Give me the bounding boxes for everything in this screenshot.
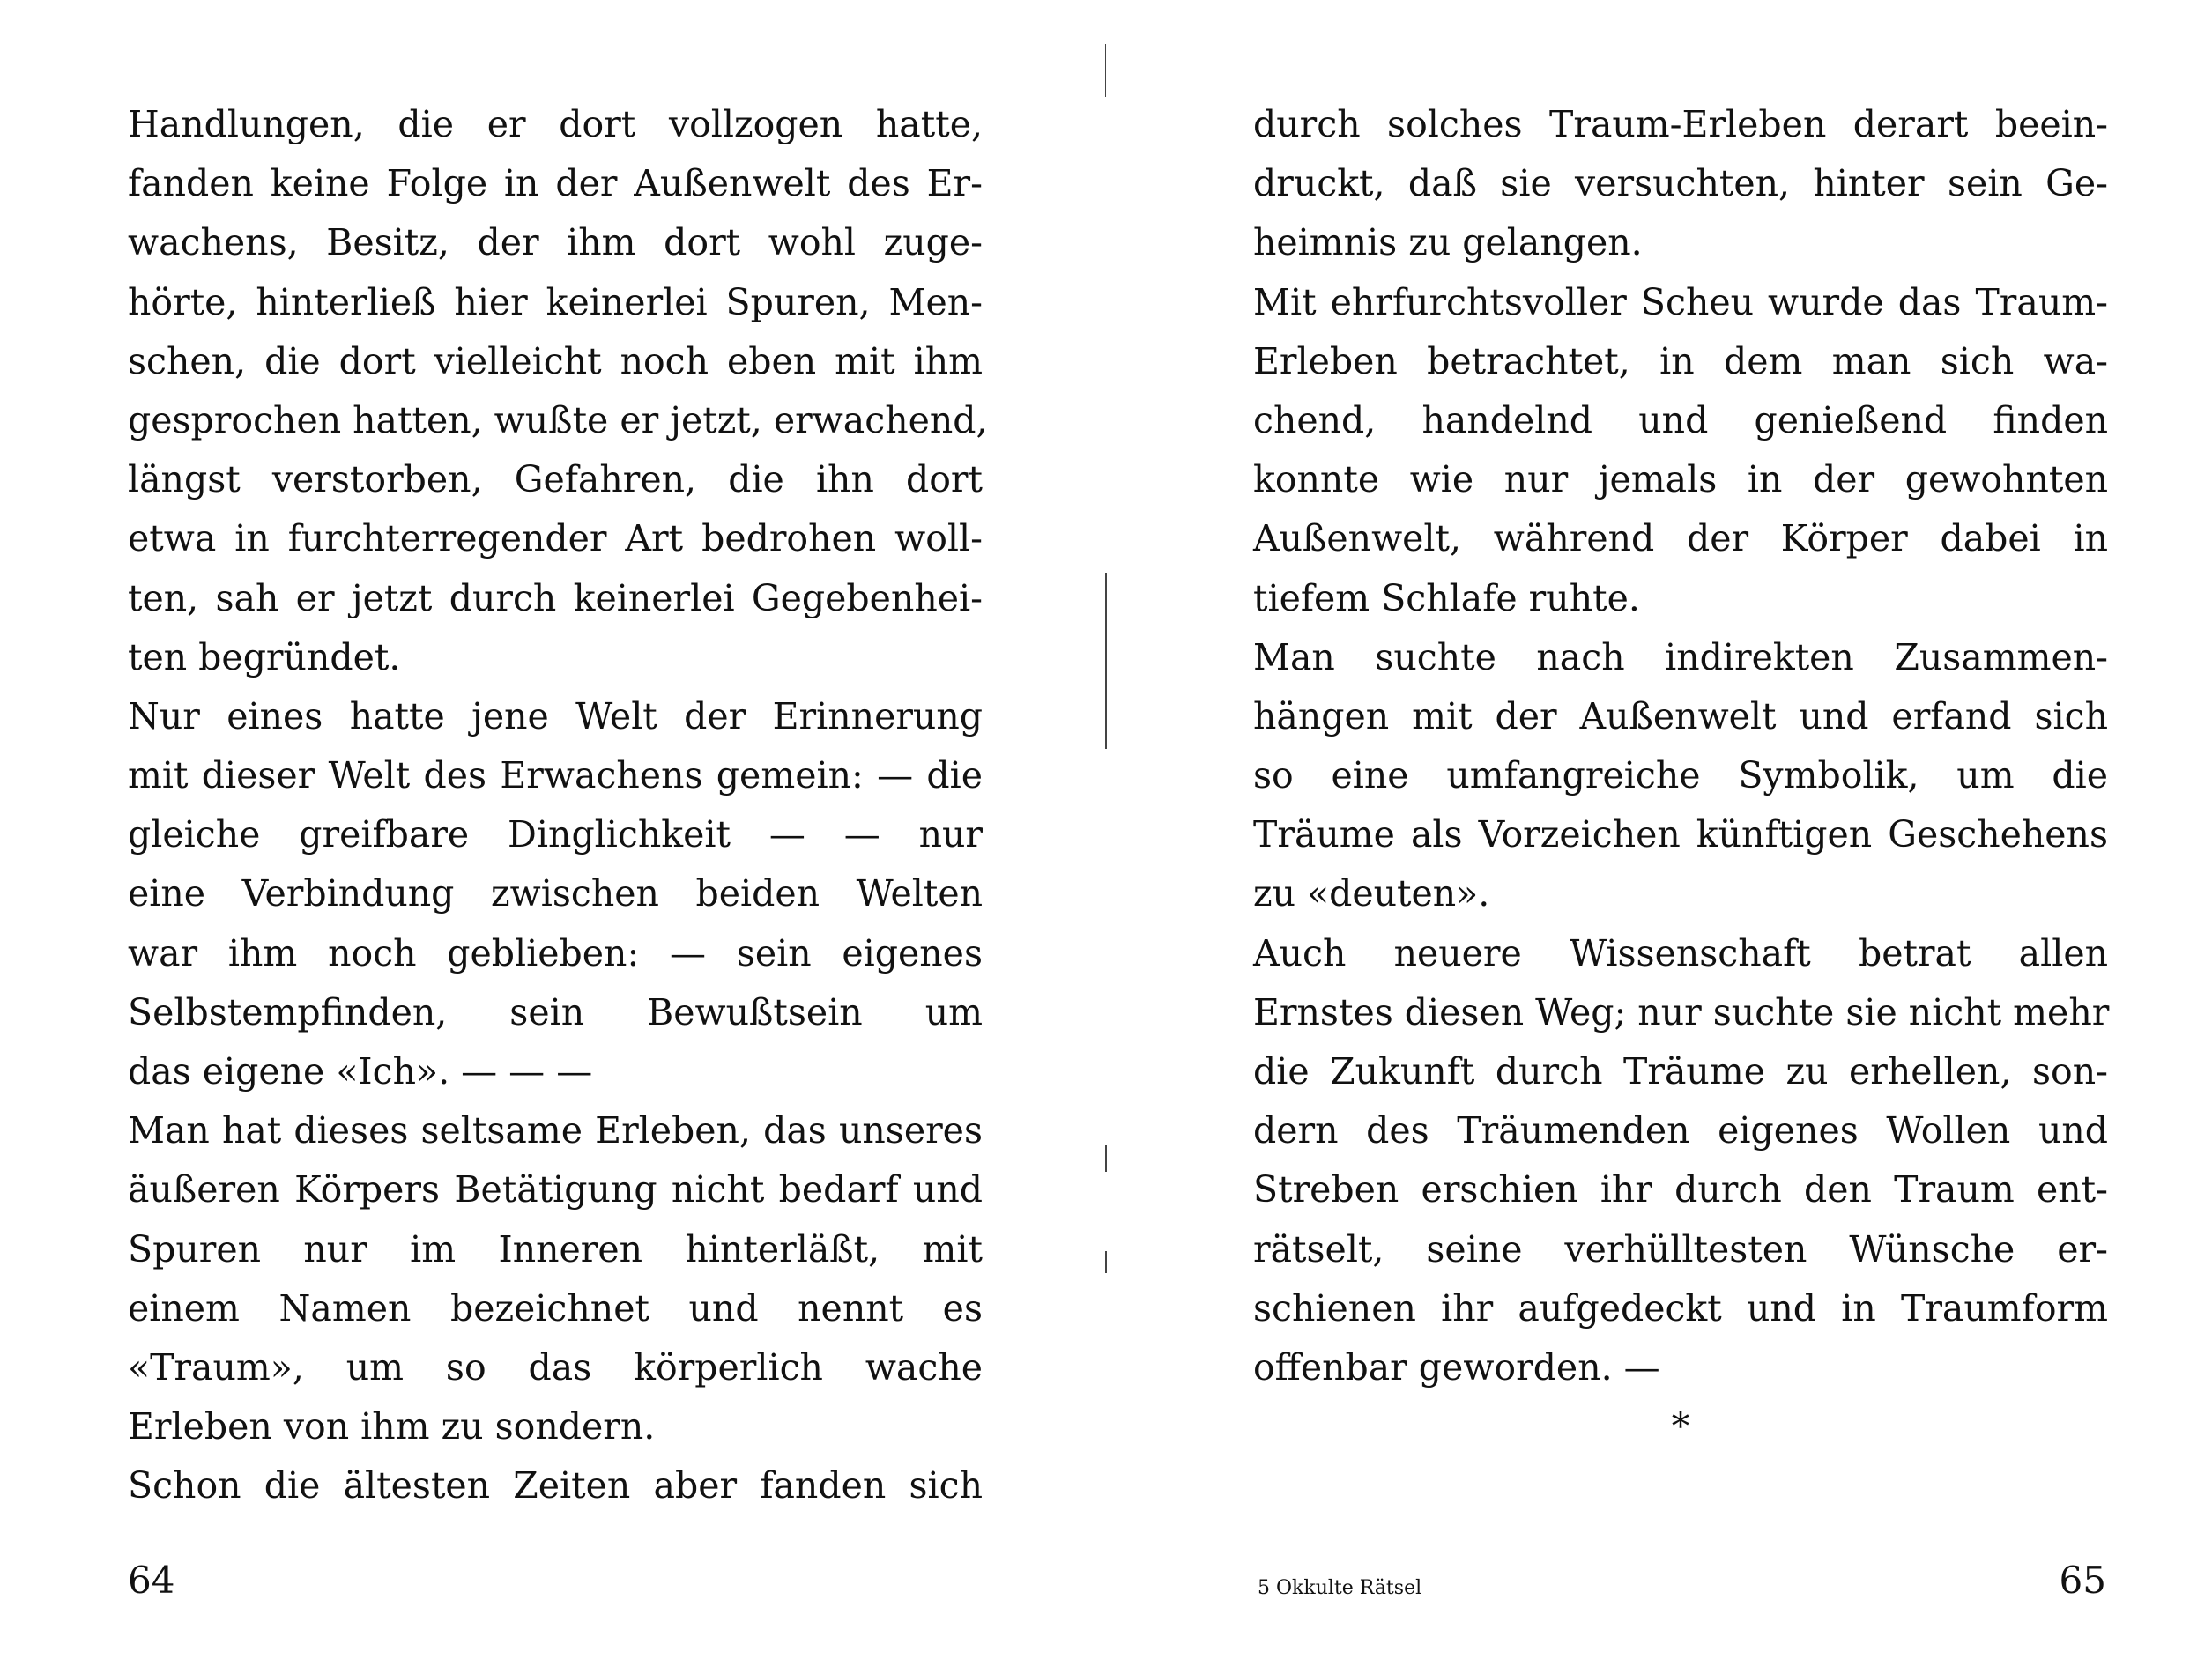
page-number-left: 64 <box>128 1559 175 1602</box>
text-line: gleiche greifbare Dinglichkeit — — nur <box>128 813 983 856</box>
text-line: eine Verbindung zwischen beiden Welten <box>128 872 983 915</box>
text-line: Schon die ältesten Zeiten aber fanden sich <box>128 1464 983 1507</box>
text-line: einem Namen bezeichnet und nennt es <box>128 1286 983 1330</box>
text-line: gesprochen hatten, wußte er jetzt, erwachend, <box>128 398 988 441</box>
text-line: Erleben von ihm zu sondern. <box>128 1405 656 1448</box>
text-line: durch solches Traum-Erleben derart beein- <box>1253 103 2108 145</box>
text-line: hörte, hinterließ hier keinerlei Spuren, Men- <box>128 280 983 323</box>
text-line: so eine umfangreiche Symbolik, um die <box>1253 754 2108 797</box>
text-line: fanden keine Folge in der Außenwelt des Er- <box>128 162 983 205</box>
text-line: offenbar geworden. — <box>1253 1345 1660 1389</box>
text-line: Man hat dieses seltsame Erleben, das unseres <box>128 1109 983 1152</box>
text-line: rätselt, seine verhülltesten Wünsche er- <box>1253 1227 2108 1270</box>
right-page-text <box>1253 95 2108 1456</box>
right-page <box>1106 0 2212 1674</box>
text-line: Handlungen, die er dort vollzogen hatte, <box>128 103 983 145</box>
text-line: etwa in furchterregender Art bedrohen woll- <box>128 517 983 560</box>
text-line: tiefem Schlafe ruhte. <box>1253 576 1640 619</box>
text-line: äußeren Körpers Betätigung nicht bedarf und <box>128 1168 983 1211</box>
text-line: chend, handelnd und genießend finden <box>1253 398 2108 441</box>
text-line: Mit ehrfurchtsvoller Scheu wurde das Traum- <box>1253 280 2108 323</box>
text-line: Nur eines hatte jene Welt der Erinnerung <box>128 694 983 737</box>
text-line: ten, sah er jetzt durch keinerlei Gegebenhei- <box>128 576 983 619</box>
text-line: Ernstes diesen Weg; nur suchte sie nicht mehr <box>1253 990 2110 1033</box>
text-line: heimnis zu gelangen. <box>1253 221 1643 264</box>
printer-signature: 5 Okkulte Rätsel <box>1258 1577 1422 1599</box>
text-line: Erleben betrachtet, in dem man sich wa- <box>1253 339 2108 382</box>
text-line: druckt, daß sie versuchten, hinter sein Ge- <box>1253 162 2108 205</box>
text-line: längst verstorben, Gefahren, die ihn dort <box>128 458 983 501</box>
text-line: dern des Träumenden eigenes Wollen und <box>1253 1109 2108 1152</box>
text-line: die Zukunft durch Träume zu erhellen, son- <box>1253 1050 2108 1093</box>
text-line: Man suchte nach indirekten Zusammen- <box>1253 635 2108 678</box>
text-line: ten begründet. <box>128 635 401 678</box>
text-line: schen, die dort vielleicht noch eben mit ihm <box>128 339 983 382</box>
text-line: Selbstempfinden, sein Bewußtsein um <box>128 990 983 1033</box>
text-line: mit dieser Welt des Erwachens gemein: — die <box>128 754 983 797</box>
section-asterisk: * <box>1671 1405 1690 1448</box>
text-line: das eigene «Ich». — — — <box>128 1050 593 1093</box>
text-line: Auch neuere Wissenschaft betrat allen <box>1253 931 2108 974</box>
page-number-right: 65 <box>2059 1559 2106 1602</box>
text-line: schienen ihr aufgedeckt und in Traumform <box>1253 1286 2108 1330</box>
text-line: war ihm noch geblieben: — sein eigenes <box>128 931 983 974</box>
text-line: hängen mit der Außenwelt und erfand sich <box>1253 694 2108 737</box>
text-line: wachens, Besitz, der ihm dort wohl zuge- <box>128 221 983 264</box>
text-line: Träume als Vorzeichen künftigen Geschehens <box>1253 813 2108 856</box>
text-line: «Traum», um so das körperlich wache <box>128 1345 983 1389</box>
text-line: konnte wie nur jemals in der gewohnten <box>1253 458 2108 501</box>
text-line: Außenwelt, während der Körper dabei in <box>1253 517 2108 560</box>
text-line: Spuren nur im Inneren hinterläßt, mit <box>128 1227 983 1270</box>
left-page-text <box>128 95 988 1516</box>
text-line: zu «deuten». <box>1253 872 1490 915</box>
text-line: Streben erschien ihr durch den Traum ent- <box>1253 1168 2108 1211</box>
